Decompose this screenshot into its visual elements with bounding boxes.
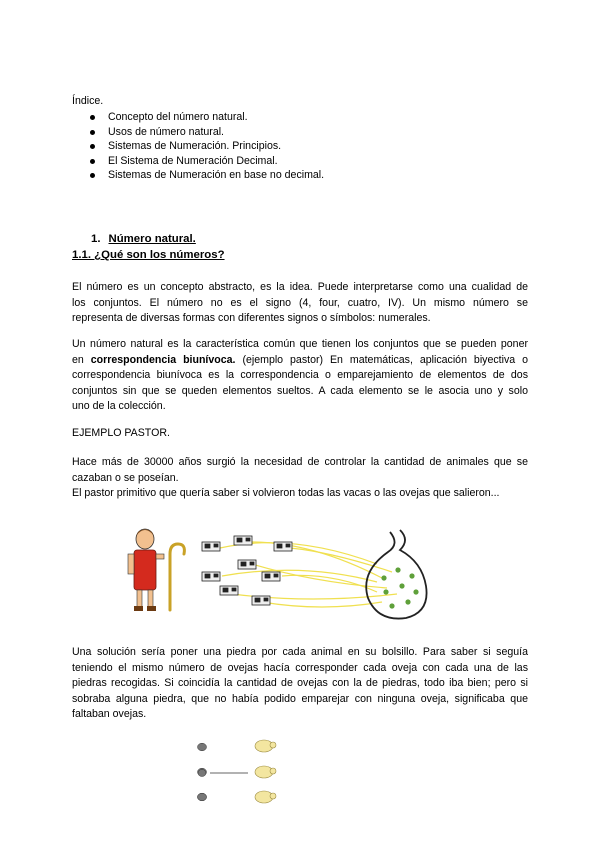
example-heading: EJEMPLO PASTOR. [72, 427, 170, 439]
stone-icon [383, 589, 388, 594]
cow-icon [220, 586, 238, 595]
cow-icon [234, 536, 252, 545]
correspondence-lines [220, 542, 397, 607]
index-item: Sistemas de Numeración. Principios. [72, 139, 324, 154]
paragraph-stones: Una solución sería poner una piedra por cada animal en su bolsillo. Para saber si seguía teniendo el mismo número de ovejas hacía corresponder cada oveja con cada una de las piedras recogidas. Si coincidía la cantidad de ovejas con la de piedras, todo iba bien; pero si sobraba alguna piedra, que no había podido emparejar con ninguna oveja, significaba que faltaban ovejas. [72, 646, 528, 721]
cow-icon [252, 596, 270, 605]
stone-icon [198, 743, 207, 751]
bold-term: correspondencia biunívoca. [90, 353, 236, 366]
paragraph-definition: Un número natural es la característica común que tienen los conjuntos que se pueden poner en correspondencia biunívoca. (ejemplo pastor) En matemáticas, aplicación biyectiva o correspondencia biunívoca es la correspondencia o emparejamiento de elementos de dos conjuntos sin que se queden elementos sueltos. A cada elemento se le asocia uno y solo uno de la colección. [72, 338, 529, 413]
cow-icon [202, 542, 220, 551]
sheep-icon [255, 791, 276, 803]
bullet-icon [90, 159, 95, 164]
stone-icon [395, 567, 400, 572]
staff-icon [170, 544, 184, 610]
cow-icon [274, 542, 292, 551]
sheep-icon [255, 740, 276, 752]
paragraph-concept: El número es un concepto abstracto, es la idea. Puede interpretarse como una cualidad de los conjuntos. El número no es el signo (4, four, cuatro, IV). Un mismo número se representa de diversas formas con diferentes signos o símbolos: numerales. [72, 281, 528, 325]
index-item: Sistemas de Numeración en base no decimal. [72, 168, 324, 183]
subsection-heading: 1.1. ¿Qué son los números? [72, 249, 225, 261]
paragraph-history: Hace más de 30000 años surgió la necesidad de controlar la cantidad de animales que se cazaban o se poseían. El pastor primitivo que quería saber si volvieron todas las vacas o las ovejas que salieron... [72, 456, 528, 500]
bullet-icon [90, 115, 95, 120]
stone-icon [198, 793, 207, 801]
cow-icon [238, 560, 256, 569]
stone-icon [413, 589, 418, 594]
cow-icon [262, 572, 280, 581]
section-heading: 1. Número natural. [91, 233, 196, 245]
index-title: Índice. [72, 95, 104, 107]
index-item: El Sistema de Numeración Decimal. [72, 154, 324, 169]
bullet-icon [90, 173, 95, 178]
cow-icon [202, 572, 220, 581]
bullet-icon [90, 144, 95, 149]
stone-icon [198, 770, 206, 777]
stone-icon [409, 573, 414, 578]
shepherd-illustration [122, 522, 442, 632]
sheep-icon [255, 766, 276, 778]
index-item: Usos de número natural. [72, 125, 324, 140]
bullet-icon [90, 130, 95, 135]
stone-icon [399, 583, 404, 588]
stones-sheep-illustration [190, 737, 300, 811]
stone-icon [381, 575, 386, 580]
shepherd-icon [128, 529, 164, 611]
stone-icon [389, 603, 394, 608]
index-item: Concepto del número natural. [72, 110, 324, 125]
stone-icon [405, 599, 410, 604]
index-list [72, 110, 324, 183]
